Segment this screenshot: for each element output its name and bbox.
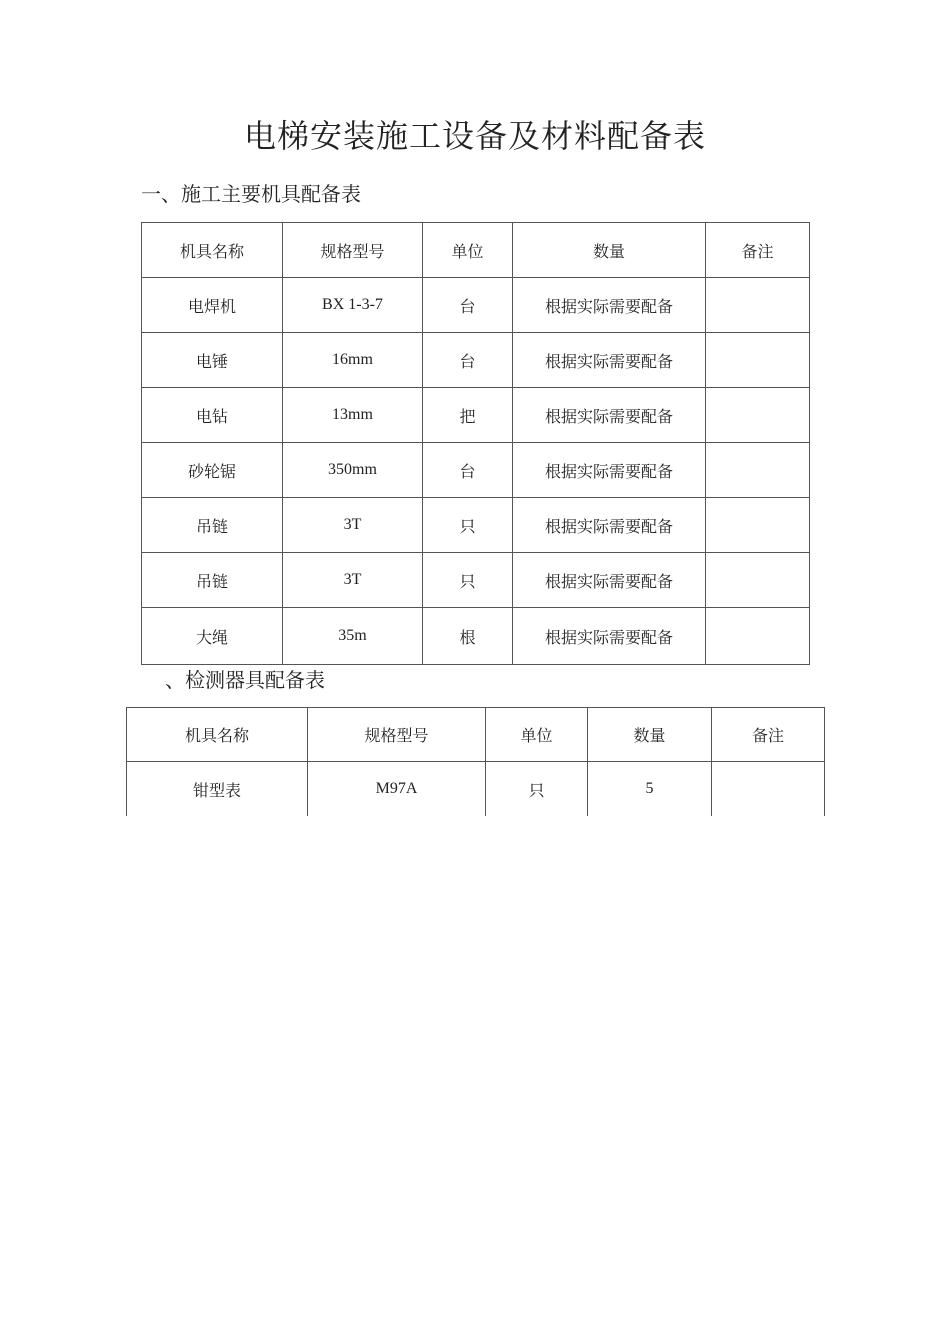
cell-quantity: 根据实际需要配备: [513, 498, 706, 553]
cell-quantity: 根据实际需要配备: [513, 278, 706, 333]
cell-spec: 3T: [283, 553, 423, 608]
cell-name: 吊链: [142, 498, 283, 553]
cell-name: 大绳: [142, 608, 283, 665]
header-cell-quantity: 数量: [588, 708, 712, 762]
header-cell-unit: 单位: [486, 708, 588, 762]
cell-name: 吊链: [142, 553, 283, 608]
cell-quantity: 根据实际需要配备: [513, 553, 706, 608]
cell-spec: 13mm: [283, 388, 423, 443]
table-row: [127, 762, 825, 817]
cell-name: 电焊机: [142, 278, 283, 333]
cell-unit: 根: [423, 608, 513, 665]
cell-remark: [706, 498, 810, 553]
table-row: [142, 498, 810, 553]
cell-unit: 台: [423, 443, 513, 498]
table-row: [142, 553, 810, 608]
testing-instruments-table: [126, 707, 825, 816]
cell-name: 电锤: [142, 333, 283, 388]
cell-spec: BX 1-3-7: [283, 278, 423, 333]
cell-unit: 只: [423, 498, 513, 553]
main-tools-table: [141, 222, 810, 665]
cell-spec: 350mm: [283, 443, 423, 498]
cell-unit: 把: [423, 388, 513, 443]
cell-unit: 只: [423, 553, 513, 608]
cell-spec: 16mm: [283, 333, 423, 388]
cell-quantity: 5: [588, 762, 712, 817]
document-title: 电梯安装施工设备及材料配备表: [243, 117, 706, 155]
header-cell-name: 机具名称: [127, 708, 308, 762]
cell-quantity: 根据实际需要配备: [513, 608, 706, 665]
table-row: [142, 443, 810, 498]
table-header-row: [142, 223, 810, 278]
cell-spec: 35m: [283, 608, 423, 665]
cell-remark: [706, 333, 810, 388]
cell-unit: 只: [486, 762, 588, 817]
cell-quantity: 根据实际需要配备: [513, 443, 706, 498]
table-row: [142, 278, 810, 333]
header-cell-quantity: 数量: [513, 223, 706, 278]
cell-quantity: 根据实际需要配备: [513, 333, 706, 388]
cell-remark: [706, 443, 810, 498]
table-row: [142, 608, 810, 665]
header-cell-unit: 单位: [423, 223, 513, 278]
cell-remark: [706, 608, 810, 665]
cell-remark: [706, 278, 810, 333]
cell-name: 电钻: [142, 388, 283, 443]
header-cell-spec: 规格型号: [308, 708, 486, 762]
header-cell-remark: 备注: [706, 223, 810, 278]
cell-unit: 台: [423, 278, 513, 333]
section-heading-main-tools: 一、施工主要机具配备表: [141, 182, 361, 206]
cell-unit: 台: [423, 333, 513, 388]
section-heading-testing-instruments: 、检测器具配备表: [165, 668, 325, 692]
cell-spec: 3T: [283, 498, 423, 553]
cell-remark: [706, 553, 810, 608]
table-header-row: [127, 708, 825, 762]
header-cell-spec: 规格型号: [283, 223, 423, 278]
cell-name: 钳型表: [127, 762, 308, 817]
header-cell-name: 机具名称: [142, 223, 283, 278]
cell-quantity: 根据实际需要配备: [513, 388, 706, 443]
cell-name: 砂轮锯: [142, 443, 283, 498]
cell-spec: M97A: [308, 762, 486, 817]
cell-remark: [706, 388, 810, 443]
cell-remark: [712, 762, 825, 817]
header-cell-remark: 备注: [712, 708, 825, 762]
table-row: [142, 333, 810, 388]
table-row: [142, 388, 810, 443]
